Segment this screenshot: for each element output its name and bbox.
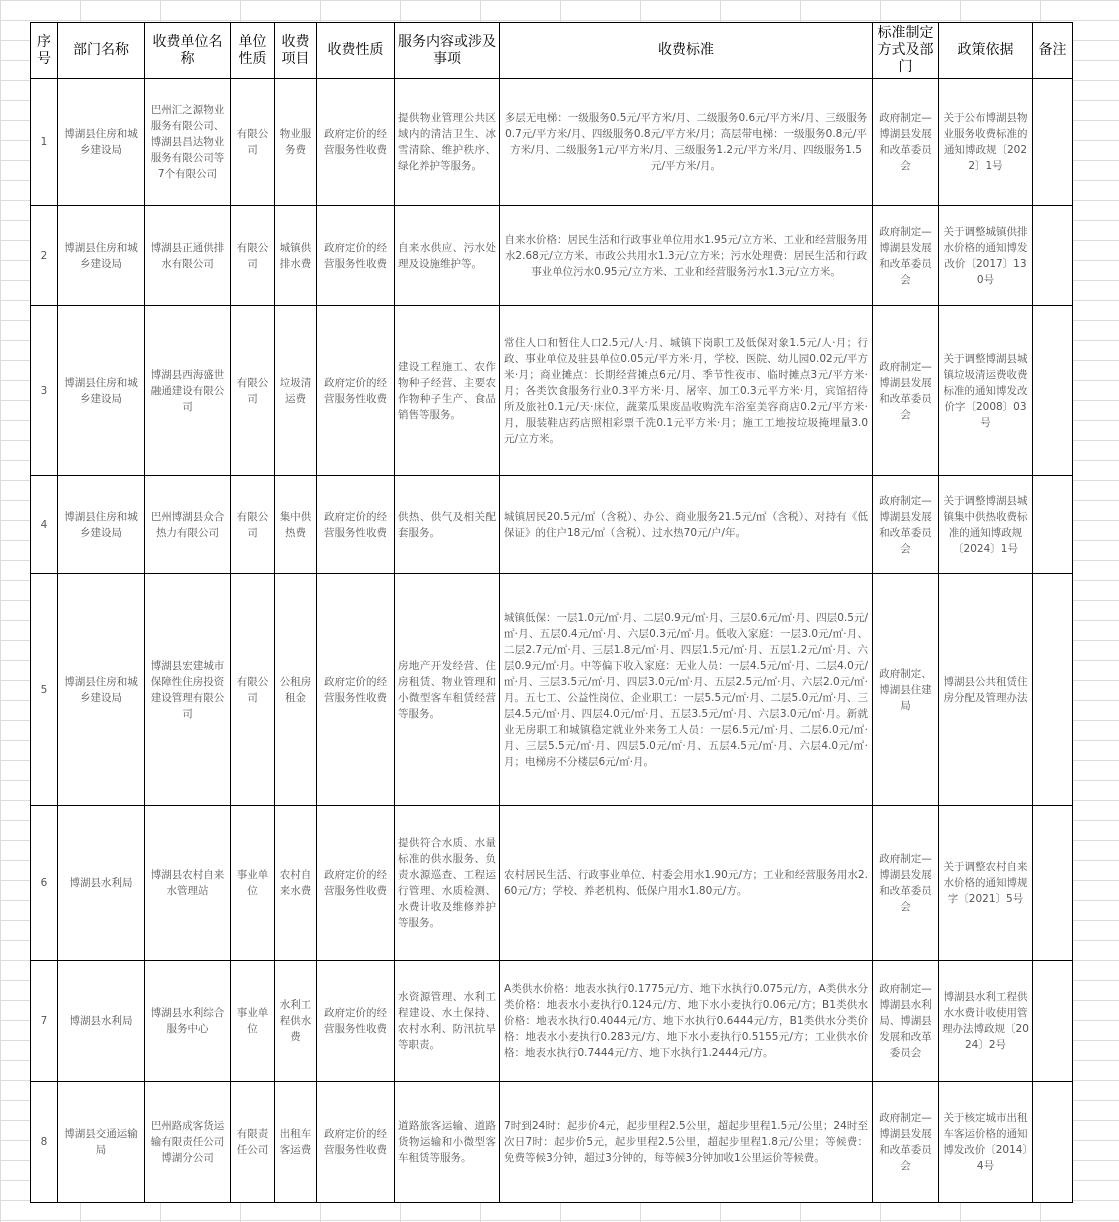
cell-no: 5: [31, 574, 58, 806]
cell-basis: 关于调整博湖县城镇垃圾清运费收费标准的通知博发改价字〔2008〕03号: [939, 306, 1033, 476]
header-basis: 政策依据: [939, 23, 1033, 79]
cell-fee-nature: 政府定价的经营服务性收费: [317, 79, 395, 206]
cell-dept: 博湖县交通运输局: [58, 1082, 145, 1203]
cell-service: 自来水供应、污水处理及设施维护等。: [395, 206, 500, 306]
cell-dept: 博湖县住房和城乡建设局: [58, 206, 145, 306]
cell-service: 建设工程施工、农作物种子经营、主要农作物种子生产、食品销售等服务。: [395, 306, 500, 476]
cell-fee-nature: 政府定价的经营服务性收费: [317, 574, 395, 806]
cell-dept: 博湖县住房和城乡建设局: [58, 306, 145, 476]
cell-unit: 博湖县农村自来水管理站: [145, 806, 231, 961]
cell-unit: 巴州路成客货运输有限责任公司博湖分公司: [145, 1082, 231, 1203]
cell-item: 城镇供排水费: [275, 206, 317, 306]
cell-method: 政府制定—博湖县发展和改革委员会: [873, 806, 939, 961]
cell-service: 提供物业管理公共区域内的清洁卫生、冰雪清除、维护秩序、绿化养护等服务。: [395, 79, 500, 206]
header-no: 序号: [31, 23, 58, 79]
cell-remark: [1033, 79, 1073, 206]
cell-remark: [1033, 574, 1073, 806]
cell-nature: 事业单位: [231, 961, 275, 1082]
cell-method: 政府制定、博湖县住建局: [873, 574, 939, 806]
cell-remark: [1033, 206, 1073, 306]
cell-nature: 有限公司: [231, 306, 275, 476]
header-service: 服务内容或涉及事项: [395, 23, 500, 79]
cell-basis: 博湖县水利工程供水水费计收使用管理办法博政规〔2024〕2号: [939, 961, 1033, 1082]
table-row: [31, 806, 1073, 961]
cell-no: 7: [31, 961, 58, 1082]
cell-basis: 关于核定城市出租车客运价格的通知博发改价〔2014〕4号: [939, 1082, 1033, 1203]
cell-nature: 有限公司: [231, 476, 275, 574]
cell-item: 物业服务费: [275, 79, 317, 206]
cell-service: 房地产开发经营、住房租赁、物业管理和小微型客车租赁经营等服务。: [395, 574, 500, 806]
cell-method: 政府制定—博湖县发展和改革委员会: [873, 206, 939, 306]
table-row: [31, 961, 1073, 1082]
cell-no: 2: [31, 206, 58, 306]
cell-dept: 博湖县水利局: [58, 806, 145, 961]
cell-service: 提供符合水质、水量标准的供水服务、负责水源巡查、工程运行管理、水质检测、水费计收及维修养护等服务。: [395, 806, 500, 961]
cell-standard: A类供水价格：地表水执行0.1775元/方、地下水执行0.075元/方，A类供水分类价格：地表水小麦执行0.124元/方、地下水小麦执行0.06元/方；B1类供水价格：地表水执行0.4044元/方、地下水执行0.6444元/方，B1类供水分类价格：地表水小麦执行0.283元/方、地下水小麦执行0.5155元/方；工业供水价格：地表水执行0.7444元/方、地下水执行1.2444元/方。: [500, 961, 873, 1082]
cell-item: 农村自来水费: [275, 806, 317, 961]
cell-no: 8: [31, 1082, 58, 1203]
cell-remark: [1033, 306, 1073, 476]
cell-basis: 关于公布博湖县物业服务收费标准的通知博政规〔2022〕1号: [939, 79, 1033, 206]
cell-standard: 自来水价格：居民生活和行政事业单位用水1.95元/立方米、工业和经营服务用水2.68元/立方米、市政公共用水1.3元/立方米；污水处理费：居民生活和行政事业单位污水0.95元/立方米、工业和经营服务污水1.3元/立方米。: [500, 206, 873, 306]
cell-basis: 关于调整博湖县城镇集中供热收费标准的通知博政规〔2024〕1号: [939, 476, 1033, 574]
cell-fee-nature: 政府定价的经营服务性收费: [317, 306, 395, 476]
header-item: 收费项目: [275, 23, 317, 79]
table-row: [31, 574, 1073, 806]
cell-method: 政府制定—博湖县发展和改革委员会: [873, 476, 939, 574]
cell-nature: 有限公司: [231, 206, 275, 306]
cell-unit: 巴州汇之源物业服务有限公司、博湖县昌达物业服务有限公司等7个有限公司: [145, 79, 231, 206]
cell-unit: 博湖县正通供排水有限公司: [145, 206, 231, 306]
header-fee-nature: 收费性质: [317, 23, 395, 79]
header-dept: 部门名称: [58, 23, 145, 79]
cell-remark: [1033, 806, 1073, 961]
cell-nature: 有限公司: [231, 574, 275, 806]
cell-method: 政府制定—博湖县发展和改革委员会: [873, 1082, 939, 1203]
cell-service: 水资源管理、水利工程建设、水土保持、农村水利、防汛抗旱等职责。: [395, 961, 500, 1082]
cell-method: 政府制定—博湖县发展和改革委员会: [873, 306, 939, 476]
cell-nature: 有限责任公司: [231, 1082, 275, 1203]
cell-fee-nature: 政府定价的经营服务性收费: [317, 476, 395, 574]
header-row: [31, 23, 1073, 79]
cell-basis: 博湖县公共租赁住房分配及管理办法: [939, 574, 1033, 806]
cell-standard: 农村居民生活、行政事业单位、村委会用水1.90元/方；工业和经营服务用水2.60元/方；学校、养老机构、低保户用水1.80元/方。: [500, 806, 873, 961]
cell-service: 供热、供气及相关配套服务。: [395, 476, 500, 574]
cell-unit: 博湖县宏建城市保障性住房投资建设管理有限公司: [145, 574, 231, 806]
cell-remark: [1033, 476, 1073, 574]
cell-nature: 事业单位: [231, 806, 275, 961]
cell-fee-nature: 政府定价的经营服务性收费: [317, 961, 395, 1082]
table-row: [31, 79, 1073, 206]
cell-no: 4: [31, 476, 58, 574]
cell-fee-nature: 政府定价的经营服务性收费: [317, 806, 395, 961]
table-row: [31, 306, 1073, 476]
cell-method: 政府制定—博湖县发展和改革委员会: [873, 79, 939, 206]
table-row: [31, 206, 1073, 306]
cell-standard: 常住人口和暂住人口2.5元/人·月、城镇下岗职工及低保对象1.5元/人·月；行政、事业单位及驻县单位0.05元/平方米·月，学校、医院、幼儿园0.02元/平方米·月；商业摊点：长期经营摊点6元/月、季节性夜市、临时摊点3元/平方米·月；各类饮食服务行业0.3平方米·月、屠宰、加工0.3元平方米·月，宾馆招待所及旅社0.1元/天·床位，蔬菜瓜果废品收购洗车浴室美容商店0.2元/平方米·月，服装鞋店药店照相彩票千洗0.1元平方米·月；施工工地按垃圾掩埋量3.0元/立方米。: [500, 306, 873, 476]
cell-no: 1: [31, 79, 58, 206]
cell-item: 公租房租金: [275, 574, 317, 806]
cell-standard: 多层无电梯：一级服务0.5元/平方米/月、二级服务0.6元/平方米/月、三级服务0.7元/平方米/月、四级服务0.8元/平方米/月；高层带电梯：一级服务0.8元/平方米/月、二级服务1元/平方米/月、三级服务1.2元/平方米/月、四级服务1.5元/平方米/月。: [500, 79, 873, 206]
cell-item: 出租车客运费: [275, 1082, 317, 1203]
cell-unit: 博湖县水利综合服务中心: [145, 961, 231, 1082]
cell-item: 垃圾清运费: [275, 306, 317, 476]
cell-basis: 关于调整农村自来水价格的通知博规字〔2021〕5号: [939, 806, 1033, 961]
table-row: [31, 476, 1073, 574]
cell-dept: 博湖县住房和城乡建设局: [58, 476, 145, 574]
table-row: [31, 1082, 1073, 1203]
header-method: 标准制定方式及部门: [873, 23, 939, 79]
cell-no: 6: [31, 806, 58, 961]
cell-item: 集中供热费: [275, 476, 317, 574]
cell-remark: [1033, 961, 1073, 1082]
cell-standard: 城镇居民20.5元/㎡（含税）、办公、商业服务21.5元/㎡（含税）、对持有《低保证》的住户18元/㎡（含税）、过水热70元/户/年。: [500, 476, 873, 574]
cell-item: 水利工程供水费: [275, 961, 317, 1082]
header-remark: 备注: [1033, 23, 1073, 79]
cell-standard: 7时到24时：起步价4元，起步里程2.5公里，超起步里程1.5元/公里；24时至次日7时：起步价5元，起步里程2.5公里，超起步里程1.8元/公里；等候费：免费等候3分钟，超过3分钟的，每等候3分钟加收1公里运价等候费。: [500, 1082, 873, 1203]
cell-dept: 博湖县住房和城乡建设局: [58, 574, 145, 806]
cell-fee-nature: 政府定价的经营服务性收费: [317, 206, 395, 306]
header-nature: 单位性质: [231, 23, 275, 79]
cell-remark: [1033, 1082, 1073, 1203]
cell-method: 政府制定—博湖县水利局、博湖县发展和改革委员会: [873, 961, 939, 1082]
cell-standard: 城镇低保：一层1.0元/㎡·月、二层0.9元/㎡·月、三层0.6元/㎡·月、四层0.5元/㎡·月、五层0.4元/㎡·月、六层0.3元/㎡·月。低收入家庭：一层3.0元/㎡·月、二层2.7元/㎡·月、三层1.8元/㎡·月、四层1.5元/㎡·月、五层1.2元/㎡·月、六层0.9元/㎡·月。中等偏下收入家庭：无业人员：一层4.5元/㎡·月、二层4.0元/㎡·月、三层3.5元/㎡·月、四层3.0元/㎡·月、五层2.5元/㎡·月、六层2.0元/㎡·月。五七工、公益性岗位、企业职工：一层5.5元/㎡·月、二层5.0元/㎡·月、三层4.5元/㎡·月、四层4.0元/㎡·月、五层3.5元/㎡·月、六层3.0元/㎡·月。新就业无房职工和城镇稳定就业外来务工人员：一层6.5元/㎡·月、二层6.0元/㎡·月、三层5.5元/㎡·月、四层5.0元/㎡·月、五层4.5元/㎡·月、六层4.0元/㎡·月；电梯房不分楼层6元/㎡·月。: [500, 574, 873, 806]
cell-no: 3: [31, 306, 58, 476]
fee-table: [30, 22, 1073, 1203]
cell-service: 道路旅客运输、道路货物运输和小微型客车租赁等服务。: [395, 1082, 500, 1203]
cell-nature: 有限公司: [231, 79, 275, 206]
header-standard: 收费标准: [500, 23, 873, 79]
cell-dept: 博湖县水利局: [58, 961, 145, 1082]
cell-basis: 关于调整城镇供排水价格的通知博发改价〔2017〕130号: [939, 206, 1033, 306]
cell-unit: 巴州博湖县众合热力有限公司: [145, 476, 231, 574]
cell-fee-nature: 政府定价的经营服务性收费: [317, 1082, 395, 1203]
header-unit: 收费单位名称: [145, 23, 231, 79]
cell-dept: 博湖县住房和城乡建设局: [58, 79, 145, 206]
cell-unit: 博湖县西海盛世融通建设有限公司: [145, 306, 231, 476]
